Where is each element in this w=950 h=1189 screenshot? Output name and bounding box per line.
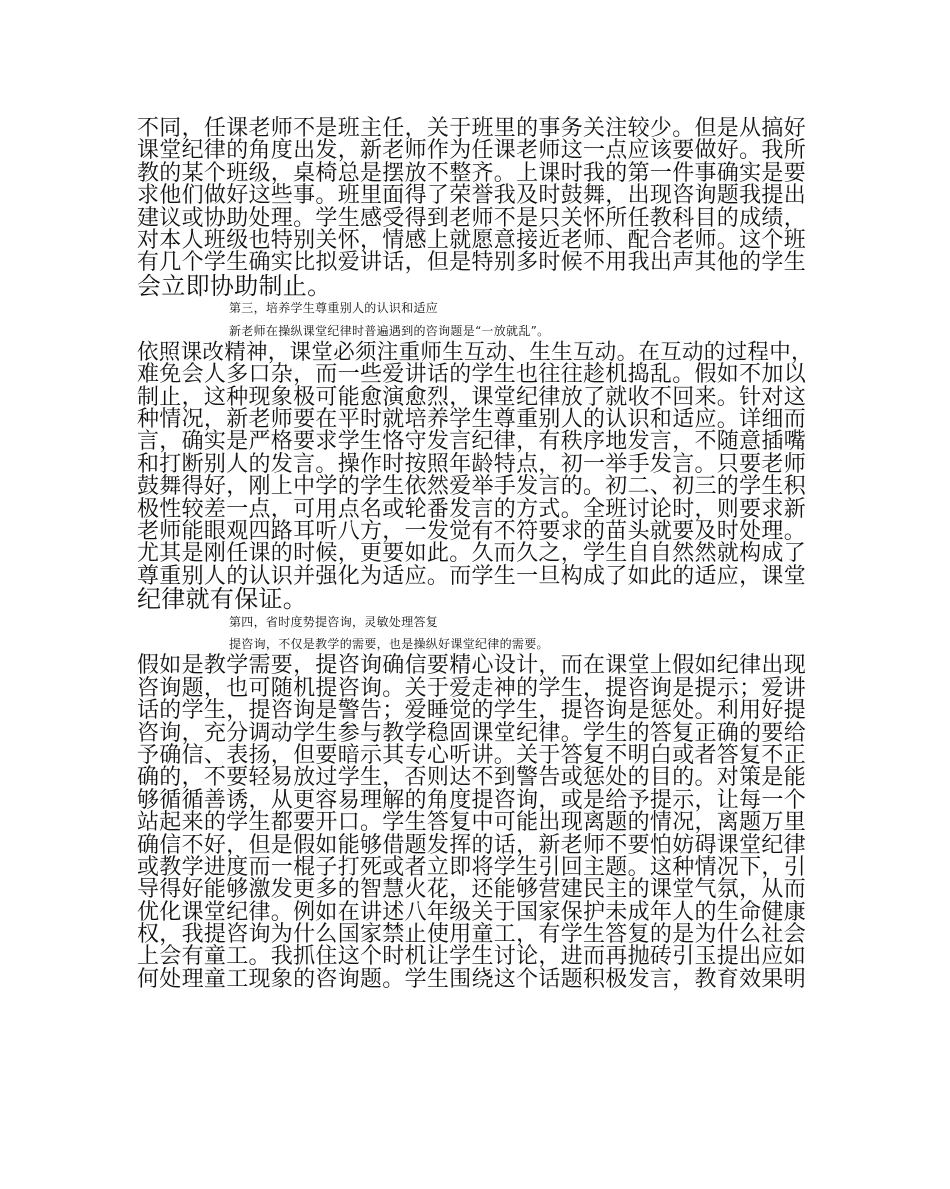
text-line: 极性较差一点，可用点名或轮番发言的方式。全班讨论时，则要求新 bbox=[137, 496, 807, 522]
text-line: 话的学生，提咨询是警告；爱睡觉的学生，提咨询是惩处。利用好提 bbox=[137, 698, 807, 724]
document-page bbox=[137, 118, 817, 991]
text-line: 求他们做好这些事。班里面得了荣誉我及时鼓舞，出现咨询题我提出 bbox=[137, 183, 807, 209]
text-line: 对本人班级也特别关怀，情感上就愿意接近老师、配合老师。这个班 bbox=[137, 227, 807, 253]
text-line: 予确信、表扬，但要暗示其专心听讲。关于答复不明白或者答复不正 bbox=[137, 742, 807, 768]
text-line: 课堂纪律的角度出发，新老师作为任课老师这一点应该要做好。我所 bbox=[137, 138, 807, 164]
paragraph-first-line: 第四，省时度势提咨询，灵敏处理答复 bbox=[229, 614, 439, 629]
paragraph-first-line: 提咨询，不仅是教学的需要，也是操纵好课堂纪律的需要。 bbox=[229, 636, 549, 651]
text-line: 鼓舞得好，刚上中学的学生依然爱举手发言的。初二、初三的学生积 bbox=[137, 474, 807, 500]
text-line: 和打断别人的发言。操作时按照年龄特点，初一举手发言。只要老师 bbox=[137, 451, 807, 477]
text-line: 确信不好，但是假如能够借题发挥的话，新老师不要怕妨碍课堂纪律 bbox=[137, 832, 807, 858]
text-line: 尊重别人的认识并强化为适应。而学生一旦构成了如此的适应，课堂 bbox=[137, 563, 807, 589]
text-line: 上会有童工。我抓住这个时机让学生讨论，进而再抛砖引玉提出应如 bbox=[137, 944, 807, 970]
text-line: 站起来的学生都要开口。学生答复中可能出现离题的情况，离题万里 bbox=[137, 810, 807, 836]
text-line: 咨询，充分调动学生参与教学稳固课堂纪律。学生的答复正确的要给 bbox=[137, 720, 807, 746]
paragraph-first-line: 新老师在操纵课堂纪律时普遍遇到的咨询题是“一放就乱”。 bbox=[229, 323, 550, 338]
text-line: 够循循善诱，从更容易理解的角度提咨询，或是给予提示，让每一个 bbox=[137, 787, 807, 813]
text-line: 不同，任课老师不是班主任，关于班里的事务关注较少。但是从搞好 bbox=[137, 116, 807, 141]
text-line: 确的，不要轻易放过学生，否则达不到警告或惩处的目的。对策是能 bbox=[137, 765, 807, 791]
text-line: 有几个学生确实比拟爱讲话，但是特别多时候不用我出声其他的学生 bbox=[137, 250, 807, 276]
paragraph-first-line: 第三，培养学生尊重别人的认识和适应 bbox=[229, 301, 439, 316]
text-line: 会立即协助制止。 bbox=[137, 271, 332, 300]
text-line: 建议或协助处理。学生感受得到老师不是只关怀所任教科目的成绩， bbox=[137, 205, 807, 231]
text-line: 制止，这种现象极可能愈演愈烈，课堂纪律放了就收不回来。针对这 bbox=[137, 384, 807, 410]
text-line: 教的某个班级，桌椅总是摆放不整齐。上课时我的第一件事确实是要 bbox=[137, 160, 807, 186]
text-line: 言，确实是严格要求学生恪守发言纪律，有秩序地发言，不随意插嘴 bbox=[137, 429, 807, 455]
text-line: 依照课改精神，课堂必须注重师生互动、生生互动。在互动的过程中， bbox=[137, 339, 813, 365]
text-line: 咨询题，也可随机提咨询。关于爱走神的学生，提咨询是提示；爱讲 bbox=[137, 675, 807, 701]
text-line: 何处理童工现象的咨询题。学生围绕这个话题积极发言，教育效果明 bbox=[137, 966, 807, 992]
text-line: 难免会人多口杂，而一些爱讲话的学生也往往趁机捣乱。假如不加以 bbox=[137, 362, 807, 388]
text-line: 老师能眼观四路耳听八方，一发觉有不符要求的苗头就要及时处理。 bbox=[137, 519, 807, 545]
text-line: 种情况，新老师要在平时就培养学生尊重别人的认识和适应。详细而 bbox=[137, 407, 807, 433]
text-line: 权，我提咨询为什么国家禁止使用童工，有学生答复的是为什么社会 bbox=[137, 922, 807, 948]
text-line: 假如是教学需要，提咨询确信要精心设计，而在课堂上假如纪律出现 bbox=[137, 653, 807, 679]
text-line: 优化课堂纪律。例如在讲述八年级关于国家保护未成年人的生命健康 bbox=[137, 899, 807, 925]
text-line: 尤其是刚任课的时候，更要如此。久而久之，学生自自然然就构成了 bbox=[137, 541, 807, 567]
text-line: 导得好能够激发更多的智慧火花，还能够营建民主的课堂气氛，从而 bbox=[137, 877, 807, 903]
text-line: 纪律就有保证。 bbox=[137, 585, 308, 614]
text-line: 或教学进度而一棍子打死或者立即将学生引回主题。这种情况下，引 bbox=[137, 854, 807, 880]
